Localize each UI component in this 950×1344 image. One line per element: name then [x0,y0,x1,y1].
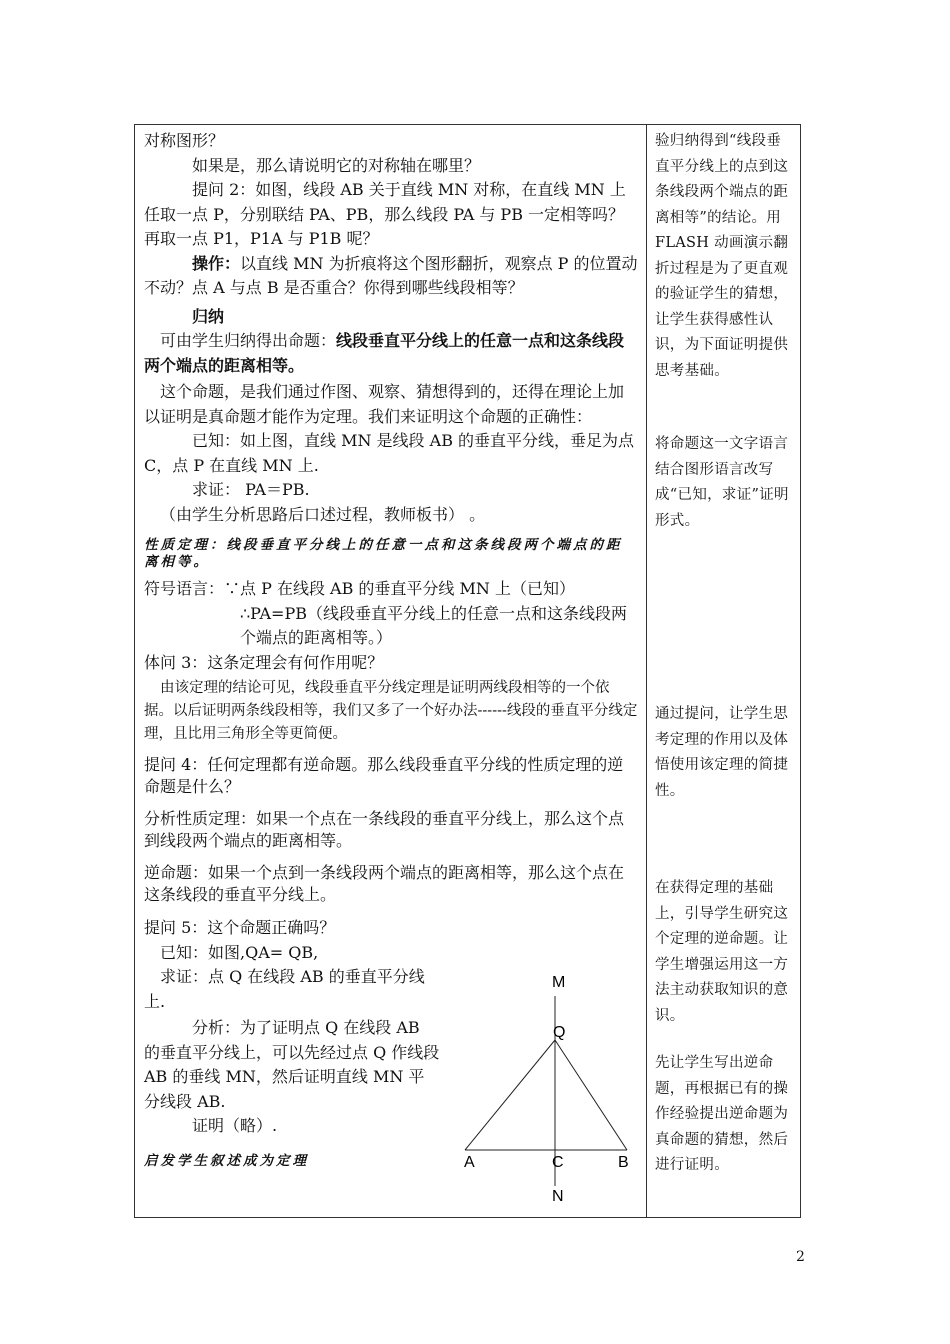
given-statement-2: 已知：如图,QA= QB, [160,942,319,962]
prove-statement-2: 求证：点 Q 在线段 AB 的垂直平分线上. [144,967,425,1011]
label-q: Q [553,1024,566,1041]
label-c: C [552,1154,564,1171]
proposition-statement: 线段垂直平分线上的任意一点和这条线段两个端点的距离相等。 [144,331,625,375]
analysis-paragraph: 分析性质定理：如果一个点在一条线段的垂直平分线上，那么这个点到线段两个端点的距离相等。 [144,809,625,850]
label-b: B [618,1154,629,1171]
text-line: 对称图形？ [144,131,225,150]
proposition-intro: 可由学生归纳得出命题： [160,331,337,350]
theorem-statement: 性质定理：线段垂直平分线上的任意一点和这条线段两个端点的距离相等。 [144,537,623,570]
summary-note: 启发学生叙述成为定理 [144,1152,309,1169]
text-line: （由学生分析思路后口述过程，教师板书） 。 [160,504,486,524]
note-5: 先让学生写出逆命题，再根据已有的操作经验提出逆命题为真命题的猜想，然后进行证明。 [655,1055,789,1173]
note-2: 将命题这一文字语言结合图形语言改写成“已知，求证”证明形式。 [655,436,789,529]
text-line: 这个命题，是我们通过作图、观察、猜想得到的，还得在理论上加以证明是真命题才能作为定理。我们来证明这个命题的正确性： [144,382,625,426]
prove-statement: 求证： PA＝PB. [192,480,310,499]
symbol-language: 符号语言：∵点 P 在线段 AB 的垂直平分线 MN 上（已知） [144,579,575,598]
label-n: N [552,1188,564,1205]
proof-omitted: 证明（略）. [192,1116,278,1135]
converse-paragraph: 逆命题：如果一个点到一条线段两个端点的距离相等，那么这个点在这条线段的垂直平分线上。 [144,863,625,904]
text-line: 如果是，那么请说明它的对称轴在哪里？ [192,155,481,175]
symbol-conclusion: ∴PA=PB（线段垂直平分线上的任意一点和这条线段两个端点的距离相等。） [240,603,627,647]
note-1: 验归纳得到“线段垂直平分线上的点到这条线段两个端点的距离相等”的结论。用 FLASH 动画演示翻折过程是为了更直观的验证学生的猜想，让学生获得感性认识，为下面证明提供思考基础。 [655,133,789,379]
proposition-paragraph [144,329,638,378]
note-4: 在获得定理的基础上，引导学生研究这个定理的逆命题。让学生增强运用这一方法主动获取知识的意识。 [655,880,789,1024]
question-3: 体问 3：这条定理会有何作用呢？ [144,652,384,672]
page-number: 2 [796,1249,805,1265]
question-4: 提问 4：任何定理都有逆命题。那么线段垂直平分线的性质定理的逆命题是什么？ [144,755,624,796]
question-5: 提问 5：这个命题正确吗？ [144,918,336,937]
right-column [655,129,793,1179]
note-3: 通过提问，让学生思考定理的作用以及体悟使用该定理的简捷性。 [655,706,789,799]
analysis-paragraph-2: 分析：为了证明点 Q 在线段 AB 的垂直平分线上，可以先经过点 Q 作线段 AB 的垂线 MN，然后证明直线 MN 平分线段 AB. [144,1018,440,1111]
question-2: 提问 2：如图，线段 AB 关于直线 MN 对称，在直线 MN 上任取一点 P，分别联结 PA、PB，那么线段 PA 与 PB 一定相等吗？再取一点 P1，P1A 与 P1B 呢？ [144,180,626,248]
label-m: M [552,974,566,991]
triangle-figure [455,966,645,1211]
label-a: A [464,1154,475,1171]
segment-qa [465,1040,555,1150]
operation-label: 操作： [192,253,241,273]
summary-heading: 归纳 [192,306,225,326]
operation-paragraph [144,252,638,301]
proof-block [144,916,440,1170]
segment-qb [555,1040,627,1150]
theorem-usage: 由该定理的结论可见，线段垂直平分线定理是证明两线段相等的一个依据。以后证明两条线段相等，我们又多了一个好办法------线段的垂直平分线定理，且比用三角形全等更简便。 [144,680,638,742]
column-divider [646,125,647,1217]
operation-text: 以直线 MN 为折痕将这个图形翻折，观察点 P 的位置动不动？点 A 与点 B 是否重合？你得到哪些线段相等？ [144,253,638,297]
given-statement: 已知：如上图，直线 MN 是线段 AB 的垂直平分线，垂足为点 C，点 P 在直线 MN 上. [144,431,635,475]
